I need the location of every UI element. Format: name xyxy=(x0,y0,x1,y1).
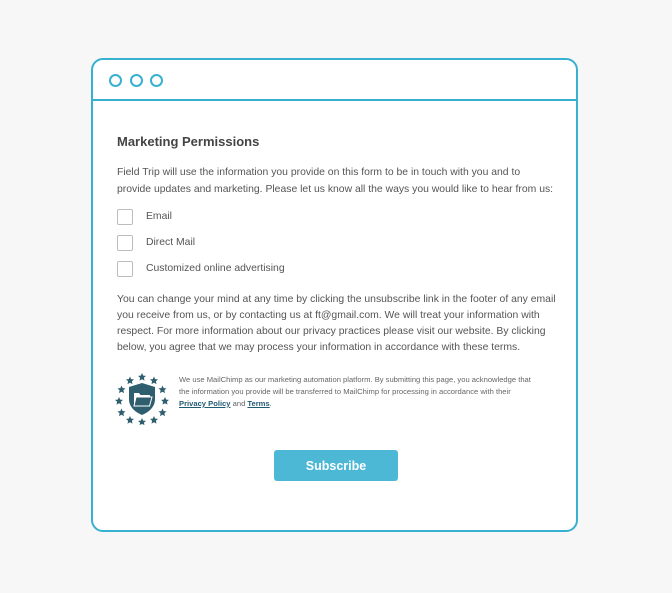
intro-text: Field Trip will use the information you provide on this form to be in touch with you and to provide updates and marketing. Please let us know all the ways you would like to hear from us: xyxy=(117,167,554,195)
mailchimp-text-end: . xyxy=(269,399,272,408)
subscribe-button[interactable]: Subscribe xyxy=(274,450,398,481)
mailchimp-text-and: and xyxy=(230,399,248,408)
closing-text: You can change your mind at any time by clicking the unsubscribe link in the footer of any email you receive from us, or by contacting us at ft@gmail.com. We will treat your information with respect. For more information about our privacy practices please visit our website. By clicking below, you agree that we may process your information in accordance with these terms. xyxy=(117,294,556,353)
window-dot-icon xyxy=(109,74,122,87)
terms-link[interactable]: Terms xyxy=(247,399,270,408)
privacy-policy-link[interactable]: Privacy Policy xyxy=(179,399,231,408)
window-dot-icon xyxy=(150,74,163,87)
mailchimp-text-body: We use MailChimp as our marketing automation platform. By submitting this page, you acknowledge that the information you provide will be transferred to MailChimp for processing in accordance with their xyxy=(179,375,531,396)
window-dot-icon xyxy=(130,74,143,87)
mailchimp-notice xyxy=(117,374,557,428)
online-advertising-checkbox[interactable] xyxy=(117,261,133,277)
option-label: Customized online advertising xyxy=(146,263,285,274)
gdpr-shield-folder-icon xyxy=(115,371,169,425)
marketing-permissions-form xyxy=(117,134,557,428)
option-label: Direct Mail xyxy=(146,237,196,248)
option-label: Email xyxy=(146,211,172,222)
option-online-advertising[interactable] xyxy=(117,259,557,278)
email-checkbox[interactable] xyxy=(117,209,133,225)
direct-mail-checkbox[interactable] xyxy=(117,235,133,251)
option-email[interactable] xyxy=(117,207,557,226)
option-direct-mail[interactable] xyxy=(117,233,557,252)
form-title: Marketing Permissions xyxy=(117,134,260,149)
browser-window xyxy=(91,58,578,532)
window-titlebar xyxy=(93,60,576,101)
mailchimp-text xyxy=(179,374,539,410)
